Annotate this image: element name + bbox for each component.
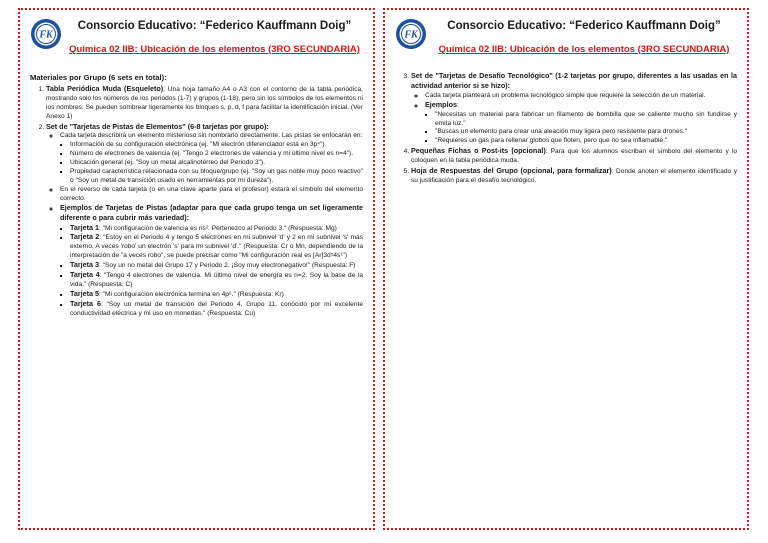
- list-item: ◦ Cada tarjeta describirá un elemento misterioso sin nombrarlo directamente. Las pistas se enfocarán en: ▪ Información de su configuración electrónica (ej. "Mi electrón diferenciador está en 3p⁴"). ▪ Número de electrones de valencia (ej. "Tengo 2 electrones de valencia y mi último nivel es n=4"). ▪ Ubicación general (ej. "Soy un metal alcalinotérreo del Periodo 3"). ▪ Propiedad característica relacionada con su bloque/grupo (ej. "Soy un gas noble muy poco reactivo" o "Soy un metal de transición usado en herramientas por mi dureza").: [60, 132, 363, 185]
- list-item: ▪ Tarjeta 6: "Soy un metal de transición del Periodo 4, Grupo 11, conocido por mi excelente conductividad eléctrica y mi uso en monedas." (Respuesta: Cu): [70, 300, 363, 319]
- list-item: ◦ En el reverso de cada tarjeta (o en una clave aparte para el profesor) estará el símbolo del elemento correcto.: [60, 186, 363, 204]
- list-item: 1. Tabla Periódica Muda (Esqueleto): Una hoja tamaño A4 o A3 con el contorno de la tabla periódica, mostrando solo los números de los periodos (1-7) y grupos (1-18), pero sin los símbolos de los elementos ni los nombres. Se pueden sombrear ligeramente los bloques s, p, d, f para facilitar la identificación inicial. (Ver Anexo 1): [46, 85, 363, 122]
- list-item: ▪ Tarjeta 4: "Tengo 4 electrones de valencia. Mi último nivel de energía es n=2. Soy la base de la vida." (Respuesta: C): [70, 271, 363, 290]
- list-item: ▪ "Buscas un elemento para crear una aleación muy ligera pero resistente para drones.": [435, 128, 737, 137]
- school-title: Consorcio Educativo: “Federico Kauffmann Doig”: [77, 20, 352, 32]
- list-item: 5. Hoja de Respuestas del Grupo (opcional, para formalizar): Donde anoten el elemento identificado y su justificación para el desafío tecnológico.: [411, 167, 737, 186]
- page-header: [30, 18, 363, 68]
- svg-text:FK: FK: [39, 29, 53, 41]
- school-logo: [30, 18, 62, 50]
- school-logo: [395, 18, 427, 50]
- list-item: ▪ Tarjeta 5: "Mi configuración electrónica termina en 4p⁶." (Respuesta: Kr): [70, 290, 363, 300]
- list-item: ▪ Tarjeta 2: "Estoy en el Periodo 4 y tengo 5 electrones en mi subnivel 'd' y 2 en mi subnivel 's' más externo. A veces 'robo' un electrón 's' para mi subnivel 'd'." (Respuesta: Cr o Mn, dependiendo de la interpretación de "a veces robo", se puede precisar como "Mi configuración real es [Ar]3d⁵4s¹"): [70, 233, 363, 261]
- section-heading: Materiales por Grupo (6 sets en total):: [30, 73, 167, 82]
- document-page-right: [383, 8, 749, 530]
- page-content: [30, 74, 363, 319]
- list-item: ▪ Propiedad característica relacionada con su bloque/grupo (ej. "Soy un gas noble muy poco reactivo" o "Soy un metal de transición usado en herramientas por mi dureza").: [70, 168, 363, 186]
- list-item: ▪ Número de electrones de valencia (ej. "Tengo 2 electrones de valencia y mi último nivel es n=4").: [70, 150, 363, 159]
- materials-list: [395, 72, 737, 186]
- list-item: ◦ Cada tarjeta planteará un problema tecnológico simple que requiere la selección de un material.: [425, 92, 737, 101]
- svg-text:FK: FK: [404, 29, 418, 41]
- list-item: ◦ Ejemplos: ▪ "Necesitas un material para fabricar un filamento de bombilla que se caliente mucho sin fundirse y emita luz." ▪ "Buscas un elemento para crear una aleación muy ligera pero resistente para drones." ▪ "Requieres un gas para rellenar globos que floten, pero que no sea inflamable.": [425, 101, 737, 147]
- subject-title: Química 02 IIB: Ubicación de los elementos (3RO SECUNDARIA): [69, 44, 360, 55]
- list-item: ▪ "Requieres un gas para rellenar globos que floten, pero que no sea inflamable.": [435, 137, 737, 146]
- list-item: 4. Pequeñas Fichas o Post-its (opcional): Para que los alumnos escriban el símbolo del elemento y lo coloquen en la tabla periódica muda.: [411, 147, 737, 166]
- list-item: 2. Set de "Tarjetas de Pistas de Elementos" (6-8 tarjetas por grupo): ◦ Cada tarjeta describirá un elemento misterioso sin nombrarlo directamente. Las pistas se enfocarán en: ▪ Información de su configuración electrónica (ej. "Mi electrón diferenciador está en 3p⁴"). ▪ Número de electrones de valencia (ej. "Tengo 2 electrones de valencia y mi último nivel es n=4"). ▪ Ubicación general (ej. "Soy un metal alcalinotérreo del Periodo 3"). ▪ Propiedad característica relacionada con su bloque/grupo (ej. "Soy un gas noble muy poco reactivo" o "Soy un metal de transición usado en herramientas por mi dureza"). ◦ En el reverso de cada tarjeta (o en una clave aparte para el profesor) estará el símbolo del elemento correcto. ◦ Ejemplos de Tarjetas de Pistas (adaptar para que cada grupo tenga un set ligeramente diferente o para cubrir más variedad): ▪ Tarjeta 1: "Mi configuración de valencia es ns². Pertenezco al Periodo 3." (Respuesta: Mg) ▪ Tarjeta 2: "Estoy en el Periodo 4 y tengo 5 electrones en mi subnivel 'd' y 2 en mi subnivel 's' más externo. A veces 'robo' un electrón 's' para mi subnivel 'd'." (Respuesta: Cr o Mn, dependiendo de la interpretación de "a veces robo", se puede precisar como "Mi configuración real es [Ar]3d⁵4s¹") ▪ Tarjeta 3: "Soy un no metal del Grupo 17 y Periodo 2. ¡Soy muy electronegativo!" (Respuesta: F) ▪ Tarjeta 4: "Tengo 4 electrones de valencia. Mi último nivel de energía es n=2. Soy la base de la vida." (Respuesta: C) ▪ Tarjeta 5: "Mi configuración electrónica termina en 4p⁶." (Respuesta: Kr) ▪ Tarjeta 6: "Soy un metal de transición del Periodo 4, Grupo 11, conocido por mi excelente conductividad eléctrica y mi uso en monedas." (Respuesta: Cu): [46, 123, 363, 319]
- list-item: ▪ Tarjeta 1: "Mi configuración de valencia es ns². Pertenezco al Periodo 3." (Respuesta: Mg): [70, 224, 363, 234]
- document-page-left: [18, 8, 375, 530]
- list-item: ◦ Ejemplos de Tarjetas de Pistas (adaptar para que cada grupo tenga un set ligeramente diferente o para cubrir más variedad): ▪ Tarjeta 1: "Mi configuración de valencia es ns². Pertenezco al Periodo 3." (Respuesta: Mg) ▪ Tarjeta 2: "Estoy en el Periodo 4 y tengo 5 electrones en mi subnivel 'd' y 2 en mi subnivel 's' más externo. A veces 'robo' un electrón 's' para mi subnivel 'd'." (Respuesta: Cr o Mn, dependiendo de la interpretación de "a veces robo", se puede precisar como "Mi configuración real es [Ar]3d⁵4s¹") ▪ Tarjeta 3: "Soy un no metal del Grupo 17 y Periodo 2. ¡Soy muy electronegativo!" (Respuesta: F) ▪ Tarjeta 4: "Tengo 4 electrones de valencia. Mi último nivel de energía es n=2. Soy la base de la vida." (Respuesta: C) ▪ Tarjeta 5: "Mi configuración electrónica termina en 4p⁶." (Respuesta: Kr) ▪ Tarjeta 6: "Soy un metal de transición del Periodo 4, Grupo 11, conocido por mi excelente conductividad eléctrica y mi uso en monedas." (Respuesta: Cu): [60, 204, 363, 319]
- list-item: ▪ Ubicación general (ej. "Soy un metal alcalinotérreo del Periodo 3").: [70, 159, 363, 168]
- list-item: ▪ Información de su configuración electrónica (ej. "Mi electrón diferenciador está en 3p⁴").: [70, 141, 363, 150]
- page-header: [395, 18, 737, 68]
- subject-title: Química 02 IIB: Ubicación de los elementos (3RO SECUNDARIA): [438, 44, 730, 55]
- school-title: Consorcio Educativo: “Federico Kauffmann Doig”: [447, 20, 721, 32]
- materials-list: [30, 85, 363, 319]
- page-content: [395, 72, 737, 186]
- list-item: 3. Set de "Tarjetas de Desafío Tecnológico" (1-2 tarjetas por grupo, diferentes a las usadas en la actividad anterior si se hizo): ◦ Cada tarjeta planteará un problema tecnológico simple que requiere la selección de un material. ◦ Ejemplos: ▪ "Necesitas un material para fabricar un filamento de bombilla que se caliente mucho sin fundirse y emita luz." ▪ "Buscas un elemento para crear una aleación muy ligera pero resistente para drones." ▪ "Requieres un gas para rellenar globos que floten, pero que no sea inflamable.": [411, 72, 737, 146]
- list-item: ▪ Tarjeta 3: "Soy un no metal del Grupo 17 y Periodo 2. ¡Soy muy electronegativo!" (Respuesta: F): [70, 261, 363, 271]
- list-item: ▪ "Necesitas un material para fabricar un filamento de bombilla que se caliente mucho sin fundirse y emita luz.": [435, 111, 737, 129]
